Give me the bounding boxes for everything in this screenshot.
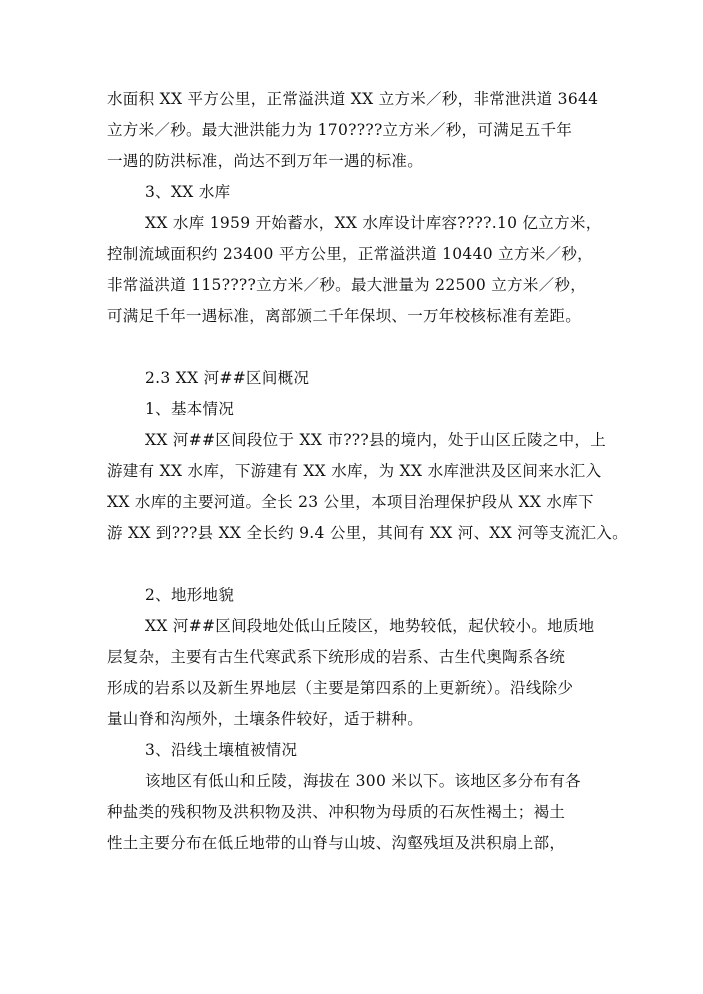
text-line: 形成的岩系以及新生界地层（主要是第四系的上更新统）。沿线除少 [107, 679, 574, 697]
text-line: XX 河##区间段地处低山丘陵区，地势较低，起伏较小。地质地 [145, 617, 595, 635]
text-line: 非常溢洪道 115????立方米／秒。最大泄量为 22500 立方米／秒， [107, 276, 587, 294]
section-heading: 3、沿线土壤植被情况 [145, 741, 298, 759]
text-line: 游建有 XX 水库，下游建有 XX 水库，为 XX 水库泄洪及区间来水汇入 [107, 462, 602, 480]
section-heading: 2、地形地貌 [145, 586, 235, 604]
text-line: 立方米／秒。最大泄洪能力为 170????立方米／秒，可满足五千年 [107, 121, 573, 139]
text-line: 游 XX 到???县 XX 全长约 9.4 公里，其间有 XX 河、XX 河等支流汇入。 [107, 524, 628, 542]
text-line: XX 河##区间段位于 XX 市???县的境内，处于山区丘陵之中，上 [145, 431, 607, 449]
text-line: 可满足千年一遇标准，离部颁二千年保坝、一万年校核标准有差距。 [107, 307, 582, 325]
text-line: 水面积 XX 平方公里，正常溢洪道 XX 立方米／秒，非常泄洪道 3644 [107, 90, 599, 108]
text-line: XX 水库 1959 开始蓄水，XX 水库设计库容????.10 亿立方米， [145, 214, 602, 232]
section-heading: 2.3 XX 河##区间概况 [145, 369, 310, 387]
text-line: XX 水库的主要河道。全长 23 公里，本项目治理保护段从 XX 水库下 [107, 493, 594, 511]
section-heading: 3、XX 水库 [145, 183, 231, 201]
text-line: 量山脊和沟颅外，土壤条件较好，适于耕种。 [107, 710, 424, 728]
text-line: 层复杂，主要有古生代寒武系下统形成的岩系、古生代奥陶系各统 [107, 648, 566, 666]
text-line: 种盐类的残积物及洪积物及洪、冲积物为母质的石灰性褐土；褐土 [107, 803, 566, 821]
text-line: 控制流域面积约 23400 平方公里，正常溢洪道 10440 立方米／秒， [107, 245, 593, 263]
section-heading: 1、基本情况 [145, 400, 235, 418]
text-line: 一遇的防洪标准，尚达不到万年一遇的标准。 [107, 152, 424, 170]
text-line: 性土主要分布在低丘地带的山脊与山坡、沟壑残垣及洪积扇上部， [107, 834, 566, 852]
text-line: 该地区有低山和丘陵，海拔在 300 米以下。该地区多分布有各 [145, 772, 581, 790]
